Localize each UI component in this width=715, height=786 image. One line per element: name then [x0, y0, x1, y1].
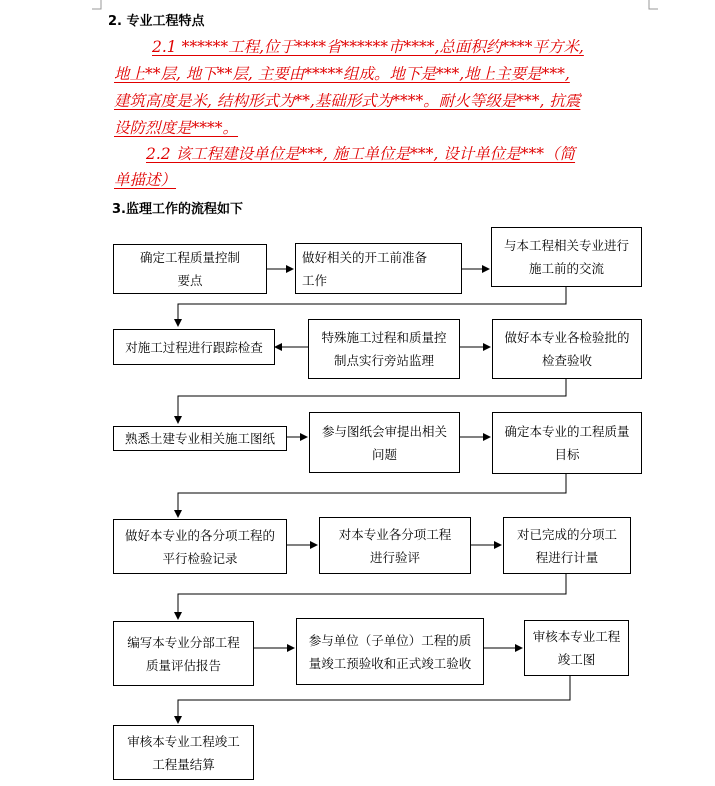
flow-step-label: 参与单位（子单位）工程的质 量竣工预验收和正式竣工验收 — [308, 632, 472, 671]
flow-step-label: 熟悉土建专业相关施工图纸 — [124, 431, 275, 446]
flow-step-track-inspection — [113, 329, 275, 365]
flow-step-pre-construction-exchange — [491, 227, 642, 287]
flow-step-label: 特殊施工过程和质量控 制点实行旁站监理 — [321, 330, 447, 368]
flow-step-inspection-batch-acceptance — [492, 319, 642, 379]
flow-step-quality-assessment-report — [113, 621, 254, 686]
flow-step-label: 对本专业各分项工程 进行验评 — [338, 526, 452, 565]
paragraph-2-1-line-2: 地上**层, 地下**层, 主要由*****组成。地下是***,地上主要是***, — [114, 65, 570, 83]
flow-step-label: 对已完成的分项工 程进行计量 — [516, 526, 617, 565]
paragraph-2-1-line-1: 2.1 ******工程,位于****省******市****,总面积约****平方米, — [152, 38, 584, 56]
flow-step-quality-target — [492, 412, 642, 474]
flow-step-label: 做好本专业各检验批的 检查验收 — [504, 330, 630, 368]
paragraph-2-1-line-3: 建筑高度是米, 结构形式为**,基础形式为****。耐火等级是***, 抗震 — [114, 92, 581, 110]
flow-step-review-settlement — [113, 725, 254, 780]
flow-step-completion-acceptance — [296, 618, 484, 685]
flow-step-label: 审核本专业工程竣工 工程量结算 — [127, 733, 240, 772]
paragraph-2-2-line-1: 2.2 该工程建设单位是***, 施工单位是***, 设计单位是***（简 — [146, 145, 576, 163]
flow-step-label: 审核本专业工程 竣工图 — [532, 629, 621, 667]
flow-step-label: 编写本专业分部工程 质量评估报告 — [127, 634, 240, 673]
flow-step-label: 与本工程相关专业进行 施工前的交流 — [503, 238, 629, 276]
flow-step-label: 做好本专业的各分项工程的 平行检验记录 — [124, 527, 275, 566]
section-heading-3: 3.监理工作的流程如下 — [112, 202, 243, 217]
flow-step-measurement — [503, 517, 631, 574]
flow-step-parallel-inspection-records — [113, 519, 287, 574]
paragraph-2-2-line-2: 单描述） — [114, 171, 177, 189]
flow-step-pre-construction-prep — [295, 243, 462, 294]
flow-step-label: 确定工程质量控制 要点 — [139, 250, 240, 288]
flow-step-label: 参与图纸会审提出相关 问题 — [321, 423, 447, 462]
flow-step-review-as-built-drawings — [524, 620, 629, 676]
flow-step-determine-quality-control-points — [113, 244, 267, 294]
flow-step-sub-item-evaluation — [319, 517, 471, 574]
flow-step-study-drawings — [113, 426, 287, 451]
flow-step-drawing-review — [309, 412, 460, 473]
section-heading-2: 2. 专业工程特点 — [108, 14, 205, 29]
flow-step-label: 对施工过程进行跟踪检查 — [125, 339, 263, 355]
paragraph-2-1-line-4: 设防烈度是****。 — [114, 119, 239, 137]
flow-step-side-station-supervision — [308, 319, 460, 379]
flow-step-label: 做好相关的开工前准备 工作 — [302, 249, 428, 288]
flow-step-label: 确定本专业的工程质量 目标 — [504, 424, 630, 462]
